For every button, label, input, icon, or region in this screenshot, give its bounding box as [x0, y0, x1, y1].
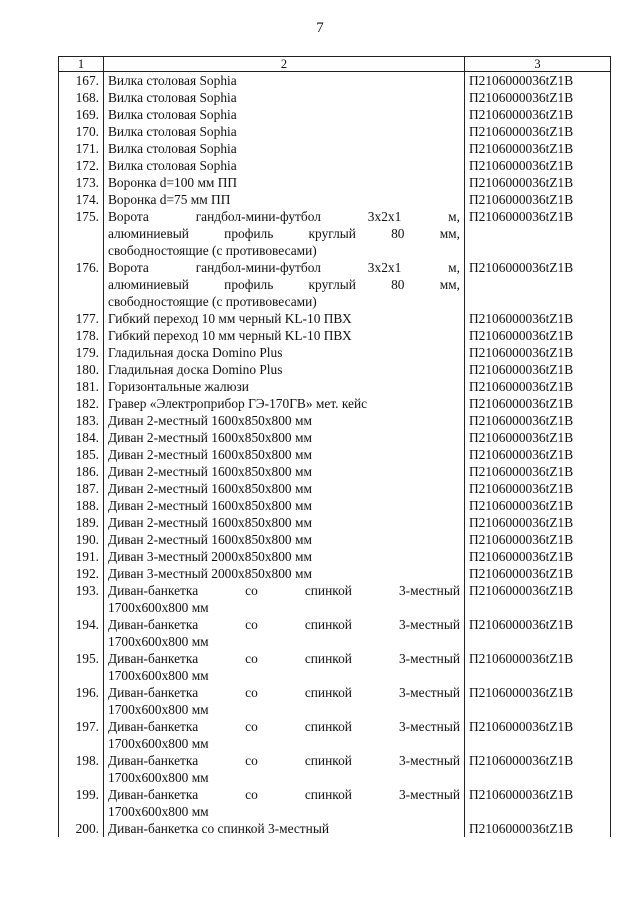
item-name-line: Гравер «Электроприбор ГЭ-170ГВ» мет. кейс [108, 396, 368, 411]
inventory-table [58, 56, 611, 837]
item-name-line: Диван 2-местный 1600х850х800 мм [108, 464, 312, 479]
item-name [104, 344, 465, 361]
item-name-line: Диван 2-местный 1600х850х800 мм [108, 447, 312, 462]
table-row [59, 72, 611, 90]
item-code: П2106000036tZ1B [465, 174, 611, 191]
table-row [59, 497, 611, 514]
item-name [104, 412, 465, 429]
item-name [104, 463, 465, 480]
item-name-line: Вилка столовая Sophia [108, 107, 237, 122]
item-name-line: Диван 3-местный 2000х850х800 мм [108, 566, 312, 581]
row-number: 172. [59, 157, 104, 174]
table-row [59, 650, 611, 684]
row-number: 175. [59, 208, 104, 259]
item-code: П2106000036tZ1B [465, 378, 611, 395]
item-name-line: Гладильная доска Domino Plus [108, 362, 283, 377]
row-number: 180. [59, 361, 104, 378]
item-name [104, 72, 465, 90]
item-name-line: Гибкий переход 10 мм черный KL-10 ПВХ [108, 311, 352, 326]
item-code: П2106000036tZ1B [465, 344, 611, 361]
table-row [59, 684, 611, 718]
item-name [104, 259, 465, 310]
table-row [59, 191, 611, 208]
table-row [59, 378, 611, 395]
item-name [104, 497, 465, 514]
row-number: 189. [59, 514, 104, 531]
item-name-line: Гладильная доска Domino Plus [108, 345, 283, 360]
item-name [104, 582, 465, 616]
item-name-line: Вилка столовая Sophia [108, 73, 237, 88]
item-name [104, 191, 465, 208]
row-number: 191. [59, 548, 104, 565]
table-row [59, 123, 611, 140]
column-header-code: 3 [465, 57, 611, 72]
item-name [104, 786, 465, 820]
table-row [59, 106, 611, 123]
row-number: 171. [59, 140, 104, 157]
table-row [59, 327, 611, 344]
table-row [59, 718, 611, 752]
row-number: 194. [59, 616, 104, 650]
table-row [59, 616, 611, 650]
item-code: П2106000036tZ1B [465, 497, 611, 514]
item-code: П2106000036tZ1B [465, 327, 611, 344]
row-number: 173. [59, 174, 104, 191]
item-name [104, 378, 465, 395]
item-code: П2106000036tZ1B [465, 463, 611, 480]
item-name-line: Диван-банкетка со спинкой 3-местный [108, 685, 460, 700]
item-code: П2106000036tZ1B [465, 106, 611, 123]
item-name-line: алюминиевый профиль круглый 80 мм, [108, 226, 460, 241]
item-name-line: Горизонтальные жалюзи [108, 379, 249, 394]
row-number: 184. [59, 429, 104, 446]
item-name-line: 1700х600х800 мм [108, 770, 209, 785]
row-number: 196. [59, 684, 104, 718]
table-row [59, 344, 611, 361]
item-name-line: Вилка столовая Sophia [108, 90, 237, 105]
item-code: П2106000036tZ1B [465, 480, 611, 497]
item-code: П2106000036tZ1B [465, 582, 611, 616]
row-number: 179. [59, 344, 104, 361]
item-name [104, 446, 465, 463]
item-name [104, 820, 465, 837]
item-name-line: Диван-банкетка со спинкой 3-местный [108, 617, 460, 632]
table-row [59, 565, 611, 582]
item-code: П2106000036tZ1B [465, 650, 611, 684]
item-name-line: Воронка d=75 мм ПП [108, 192, 231, 207]
item-name [104, 650, 465, 684]
item-code: П2106000036tZ1B [465, 820, 611, 837]
item-name [104, 429, 465, 446]
table-row [59, 259, 611, 310]
table-row [59, 395, 611, 412]
item-name [104, 565, 465, 582]
item-code: П2106000036tZ1B [465, 72, 611, 90]
item-name-line: Гибкий переход 10 мм черный KL-10 ПВХ [108, 328, 352, 343]
row-number: 198. [59, 752, 104, 786]
item-name-line: Ворота гандбол-мини-футбол 3х2х1 м, [108, 260, 460, 275]
item-code: П2106000036tZ1B [465, 208, 611, 259]
table-row [59, 361, 611, 378]
row-number: 193. [59, 582, 104, 616]
item-name-line: 1700х600х800 мм [108, 634, 209, 649]
item-name-line: 1700х600х800 мм [108, 702, 209, 717]
item-code: П2106000036tZ1B [465, 157, 611, 174]
item-name-line: 1700х600х800 мм [108, 600, 209, 615]
row-number: 188. [59, 497, 104, 514]
table-row [59, 140, 611, 157]
row-number: 174. [59, 191, 104, 208]
item-name-line: Диван-банкетка со спинкой 3-местный [108, 719, 460, 734]
row-number: 176. [59, 259, 104, 310]
row-number: 169. [59, 106, 104, 123]
table-row [59, 548, 611, 565]
item-name [104, 140, 465, 157]
item-name-line: Диван-банкетка со спинкой 3-местный [108, 753, 460, 768]
item-code: П2106000036tZ1B [465, 429, 611, 446]
item-name-line: свободностоящие (с противовесами) [108, 243, 317, 258]
row-number: 199. [59, 786, 104, 820]
page-number: 7 [316, 20, 324, 36]
item-name-line: алюминиевый профиль круглый 80 мм, [108, 277, 460, 292]
item-name [104, 480, 465, 497]
item-name [104, 548, 465, 565]
table-row [59, 786, 611, 820]
row-number: 186. [59, 463, 104, 480]
item-name [104, 157, 465, 174]
item-code: П2106000036tZ1B [465, 191, 611, 208]
row-number: 183. [59, 412, 104, 429]
table-row [59, 820, 611, 837]
item-code: П2106000036tZ1B [465, 89, 611, 106]
column-header-name: 2 [104, 57, 465, 72]
item-name-line: 1700х600х800 мм [108, 804, 209, 819]
item-name [104, 514, 465, 531]
row-number: 197. [59, 718, 104, 752]
item-code: П2106000036tZ1B [465, 310, 611, 327]
row-number: 192. [59, 565, 104, 582]
column-header-number: 1 [59, 57, 104, 72]
table-row [59, 429, 611, 446]
row-number: 195. [59, 650, 104, 684]
table-row [59, 531, 611, 548]
item-code: П2106000036tZ1B [465, 616, 611, 650]
table-row [59, 89, 611, 106]
item-code: П2106000036tZ1B [465, 531, 611, 548]
item-name [104, 684, 465, 718]
item-name-line: Диван 2-местный 1600х850х800 мм [108, 532, 312, 547]
item-code: П2106000036tZ1B [465, 684, 611, 718]
item-name-line: 1700х600х800 мм [108, 736, 209, 751]
item-name-line: Диван 2-местный 1600х850х800 мм [108, 430, 312, 445]
row-number: 200. [59, 820, 104, 837]
row-number: 181. [59, 378, 104, 395]
table-row [59, 480, 611, 497]
item-code: П2106000036tZ1B [465, 259, 611, 310]
row-number: 185. [59, 446, 104, 463]
row-number: 190. [59, 531, 104, 548]
item-name-line: Диван-банкетка со спинкой 3-местный [108, 583, 460, 598]
table-row [59, 208, 611, 259]
item-code: П2106000036tZ1B [465, 565, 611, 582]
item-code: П2106000036tZ1B [465, 412, 611, 429]
row-number: 167. [59, 72, 104, 90]
item-name-line: Вилка столовая Sophia [108, 141, 237, 156]
item-code: П2106000036tZ1B [465, 786, 611, 820]
item-name [104, 531, 465, 548]
item-code: П2106000036tZ1B [465, 123, 611, 140]
item-code: П2106000036tZ1B [465, 514, 611, 531]
item-name [104, 174, 465, 191]
table-row [59, 514, 611, 531]
item-name [104, 361, 465, 378]
item-name-line: Ворота гандбол-мини-футбол 3х2х1 м, [108, 209, 460, 224]
item-name-line: Диван 2-местный 1600х850х800 мм [108, 498, 312, 513]
item-name-line: Воронка d=100 мм ПП [108, 175, 238, 190]
item-name-line: 1700х600х800 мм [108, 668, 209, 683]
item-code: П2106000036tZ1B [465, 140, 611, 157]
item-code: П2106000036tZ1B [465, 718, 611, 752]
item-code: П2106000036tZ1B [465, 752, 611, 786]
item-name [104, 106, 465, 123]
item-code: П2106000036tZ1B [465, 395, 611, 412]
item-name [104, 752, 465, 786]
item-name-line: Вилка столовая Sophia [108, 158, 237, 173]
item-name [104, 395, 465, 412]
table-row [59, 310, 611, 327]
item-name [104, 89, 465, 106]
table-row [59, 412, 611, 429]
item-name [104, 123, 465, 140]
item-name-line: Диван 2-местный 1600х850х800 мм [108, 481, 312, 496]
item-code: П2106000036tZ1B [465, 361, 611, 378]
table-row [59, 157, 611, 174]
item-name [104, 208, 465, 259]
item-name-line: Диван 2-местный 1600х850х800 мм [108, 413, 312, 428]
table-row [59, 463, 611, 480]
item-name-line: Диван 3-местный 2000х850х800 мм [108, 549, 312, 564]
item-name [104, 718, 465, 752]
row-number: 187. [59, 480, 104, 497]
table-row [59, 174, 611, 191]
item-code: П2106000036tZ1B [465, 446, 611, 463]
table-row [59, 582, 611, 616]
item-name-line: Вилка столовая Sophia [108, 124, 237, 139]
table-header-row [59, 57, 611, 72]
item-name-line: Диван-банкетка со спинкой 3-местный [108, 821, 329, 836]
item-name [104, 327, 465, 344]
item-name [104, 616, 465, 650]
item-code: П2106000036tZ1B [465, 548, 611, 565]
row-number: 168. [59, 89, 104, 106]
row-number: 170. [59, 123, 104, 140]
item-name-line: Диван 2-местный 1600х850х800 мм [108, 515, 312, 530]
table-row [59, 446, 611, 463]
item-name [104, 310, 465, 327]
item-name-line: Диван-банкетка со спинкой 3-местный [108, 787, 460, 802]
table-row [59, 752, 611, 786]
item-name-line: Диван-банкетка со спинкой 3-местный [108, 651, 460, 666]
item-name-line: свободностоящие (с противовесами) [108, 294, 317, 309]
row-number: 177. [59, 310, 104, 327]
row-number: 178. [59, 327, 104, 344]
row-number: 182. [59, 395, 104, 412]
